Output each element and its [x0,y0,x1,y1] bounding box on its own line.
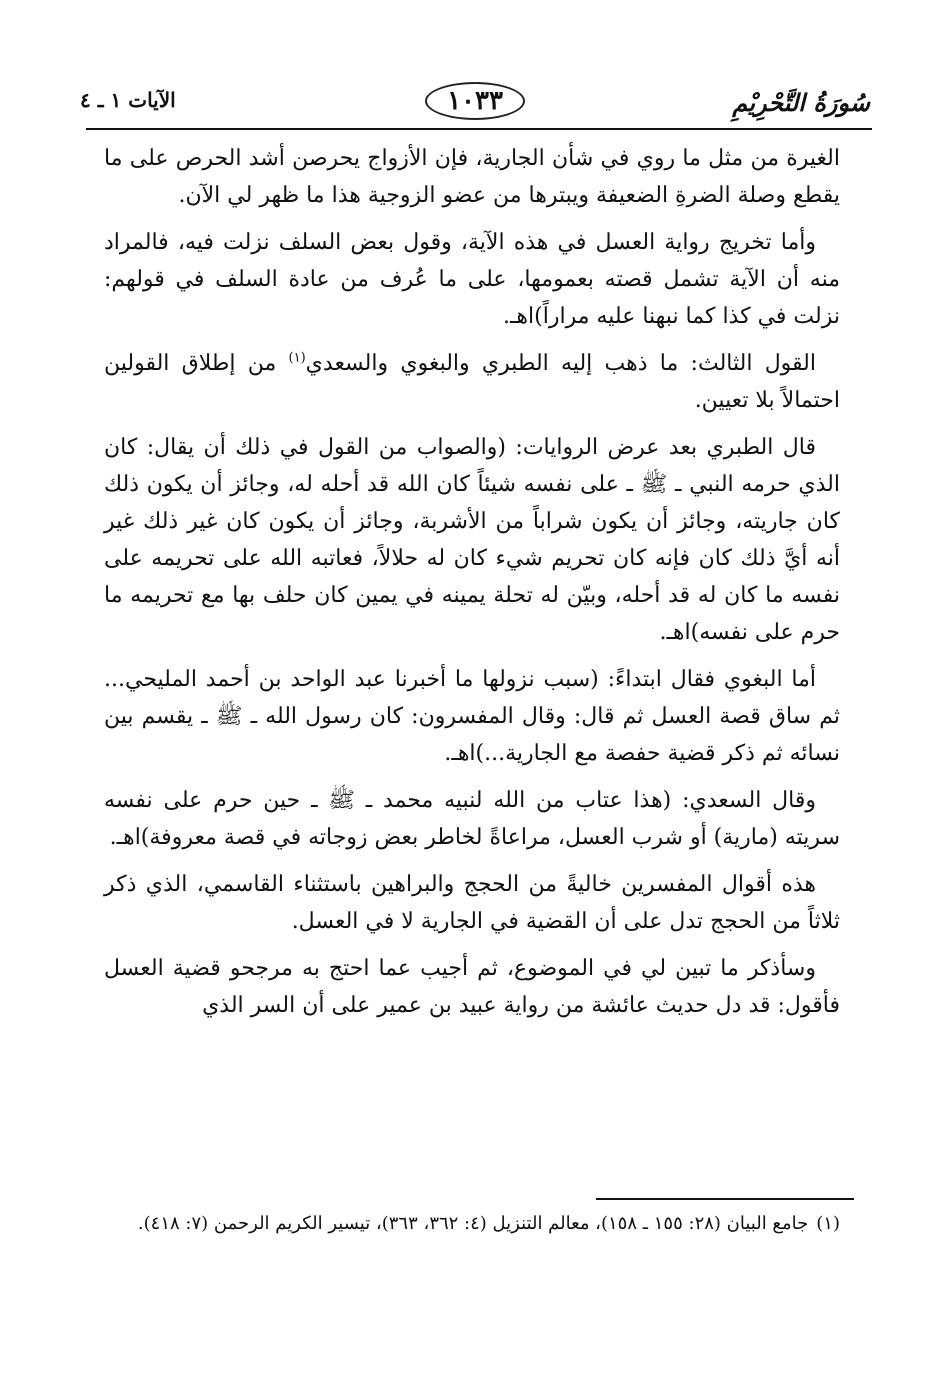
footnotes [104,1208,840,1240]
footnote-text: جامع البيان (٢٨: ١٥٥ ـ ١٥٨)، معالم التنزيل (٤: ٣٦٢، ٣٦٣)، تيسير الكريم الرحمن (٧: ٤١٨). [137,1213,809,1234]
third-opinion-text-cont: من إطلاق القولين احتمالاً بلا تعيين. [104,351,840,413]
header-rule [86,128,872,130]
sura-title: سُورَةُ التَّحْرِيْمِ [732,88,870,117]
page-number: ١٠٣٣ [425,82,525,120]
paragraph: وسأذكر ما تبين لي في الموضوع، ثم أجيب عما احتج به مرجحو قضية العسل فأقول: قد دل حديث عائشة من رواية عبيد بن عمير على أن السر الذي [104,956,840,1018]
paragraph: قال الطبري بعد عرض الروايات: (والصواب من القول في ذلك أن يقال: كان الذي حرمه النبي ـ ﷺ ـ على نفسه شيئاً كان الله قد أحله له، وجائز أن يكون ذلك كان جاريته، وجائز أن يكون شراباً من الأشربة، وجائز أن يكون كان غير ذلك غير أنه أيَّ ذلك كان فإنه كان تحريم شيء كان له حلالاً، فعاتبه الله على تحريمه على نفسه ما كان له قد أحله، وبيّن له تحلة يمينه في يمين كان حلف بها مع تحريمه ما حرم على نفسه)اهـ. [104,435,840,645]
paragraph-third-opinion [104,345,840,419]
page-header [80,78,870,128]
footnote-number: (١) [816,1213,840,1234]
paragraph: وأما تخريج رواية العسل في هذه الآية، وقول بعض السلف نزلت فيه، فالمراد منه أن الآية تشمل قصته بعمومها، على ما عُرف من عادة السلف في قولهم: نزلت في كذا كما نبهنا عليه مراراً)اهـ. [104,230,840,329]
paragraph: هذه أقوال المفسرين خاليةً من الحجج والبراهين باستثناء القاسمي، الذي ذكر ثلاثاً من الحجج تدل على أن القضية في الجارية لا في العسل. [104,872,840,934]
third-opinion-text: القول الثالث: ما ذهب إليه الطبري والبغوي والسعدي [305,351,816,376]
paragraph: الغيرة من مثل ما روي في شأن الجارية، فإن الأزواج يحرصن أشد الحرص على ما يقطع وصلة الضرةِ الضعيفة ويبترها من عضو الزوجية هذا ما ظهر لي الآن. [104,146,840,208]
main-text [104,140,840,1034]
paragraph: وقال السعدي: (هذا عتاب من الله لنبيه محمد ـ ﷺ ـ حين حرم على نفسه سريته (مارية) أو شرب العسل، مراعاةً لخاطر بعض زوجاته في قصة معروفة)اهـ. [104,788,840,850]
verses-range: الآيات ١ ـ ٤ [80,88,176,112]
paragraph: أما البغوي فقال ابتداءً: (سبب نزولها ما أخبرنا عبد الواحد بن أحمد المليحي... ثم ساق قصة العسل ثم قال: وقال المفسرون: كان رسول الله ـ ﷺ ـ يقسم بين نسائه ثم ذكر قضية حفصة مع الجارية...)اهـ. [104,667,840,766]
footnote-rule [596,1198,854,1200]
footnote-ref: (١) [288,350,306,366]
